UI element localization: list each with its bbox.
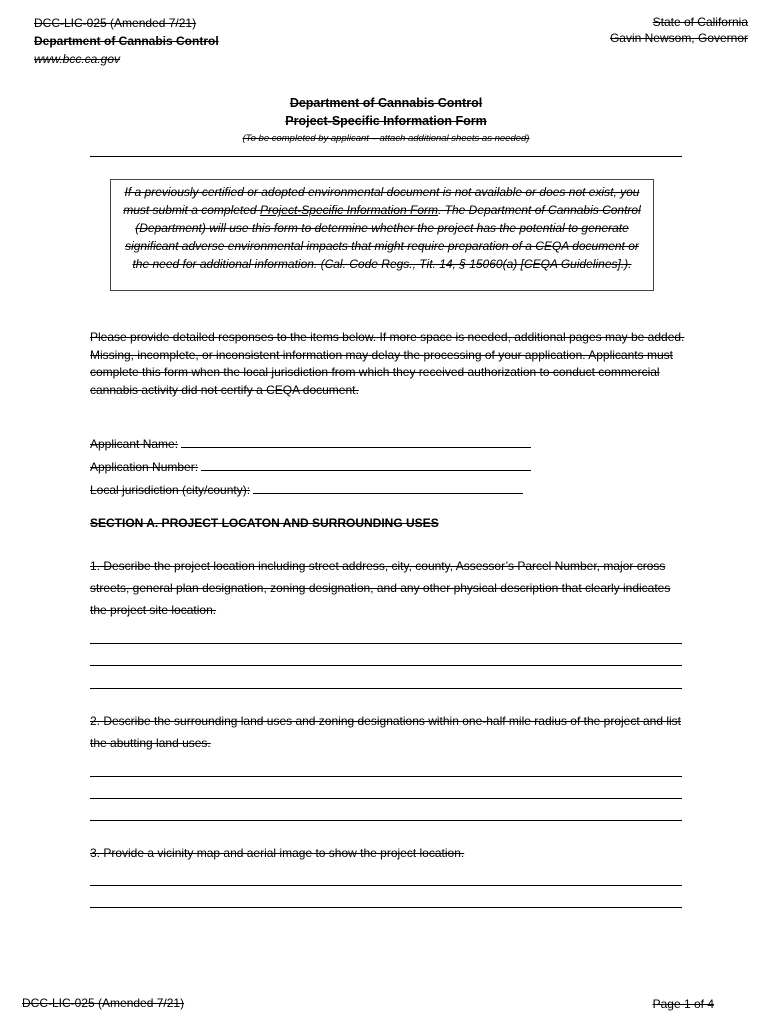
intro-paragraph: Please provide detailed responses to the items below. If more space is needed, additional pages may be added. Missing, incomplete, or inconsistent information may delay the processing of your application. Applicants must complete this form when the local jurisdiction from which they received authorization to conduct commercial cannabis activity did not certify a CEQA document. <box>90 330 685 397</box>
state-name: State of California <box>652 15 748 29</box>
website-link[interactable]: www.bcc.ca.gov <box>34 52 121 66</box>
title-line-1: Department of Cannabis Control <box>289 96 483 110</box>
question-1: 1. Describe the project location including street address, city, county, Assessor’s Parcel Number, major cross streets, general plan designation, zoning designation, and any other physical description that clearly indicates the project site location. <box>90 559 671 617</box>
form-title-block <box>90 94 682 147</box>
answer-1-line-2[interactable] <box>90 665 682 666</box>
applicant-name-row <box>90 435 531 452</box>
title-line-2: Project-Specific Information Form <box>285 114 487 128</box>
answer-3-line-2[interactable] <box>90 907 682 908</box>
header-left <box>34 14 219 68</box>
answer-2-line-2[interactable] <box>90 798 682 799</box>
footer-form-id: DCC-LIC-025 (Amended 7/21) <box>22 996 185 1010</box>
section-a-heading: SECTION A. PROJECT LOCATON AND SURROUNDING USES <box>90 516 439 530</box>
governor-name: Gavin Newsom, Governor <box>609 31 748 45</box>
title-divider <box>90 156 682 157</box>
notice-text-1: If a previously certified or adopted environmental document is not available or does not exist, you must submit a completed <box>123 185 640 217</box>
notice-box <box>110 179 654 291</box>
title-subtitle: (To be completed by applicant – attach additional sheets as needed) <box>242 133 530 144</box>
header-right <box>610 14 748 46</box>
form-id: DCC-LIC-025 (Amended 7/21) <box>34 16 197 30</box>
applicant-name-label: Applicant Name: <box>90 437 179 451</box>
footer-page-number: Page 1 of 4 <box>652 997 714 1011</box>
answer-2-line-1[interactable] <box>90 776 682 777</box>
answer-2-line-3[interactable] <box>90 820 682 821</box>
application-number-row <box>90 458 531 475</box>
applicant-name-field[interactable] <box>181 435 531 448</box>
question-3: 3. Provide a vicinity map and aerial image to show the project location. <box>90 846 465 860</box>
answer-1-line-3[interactable] <box>90 688 682 689</box>
notice-text-2: . The Department of Cannabis Control (Department) will use this form to determine whether the project has the potential to generate significant adverse environmental impacts that might require preparation of a CEQA document or the need for additional information. (Cal. Code Regs., Tit. 14, § 15060(a) [CEQA Guidelines].). <box>125 203 641 271</box>
application-number-field[interactable] <box>201 458 531 471</box>
answer-3-line-1[interactable] <box>90 885 682 886</box>
local-jurisdiction-field[interactable] <box>253 481 523 494</box>
notice-form-link[interactable]: Project-Specific Information Form <box>259 203 438 217</box>
application-number-label: Application Number: <box>90 460 199 474</box>
local-jurisdiction-label: Local jurisdiction (city/county): <box>90 483 251 497</box>
question-2: 2. Describe the surrounding land uses and zoning designations within one-half mile radius of the project and list the abutting land uses. <box>90 714 682 750</box>
local-jurisdiction-row <box>90 481 523 498</box>
answer-1-line-1[interactable] <box>90 643 682 644</box>
department-name: Department of Cannabis Control <box>34 34 219 48</box>
